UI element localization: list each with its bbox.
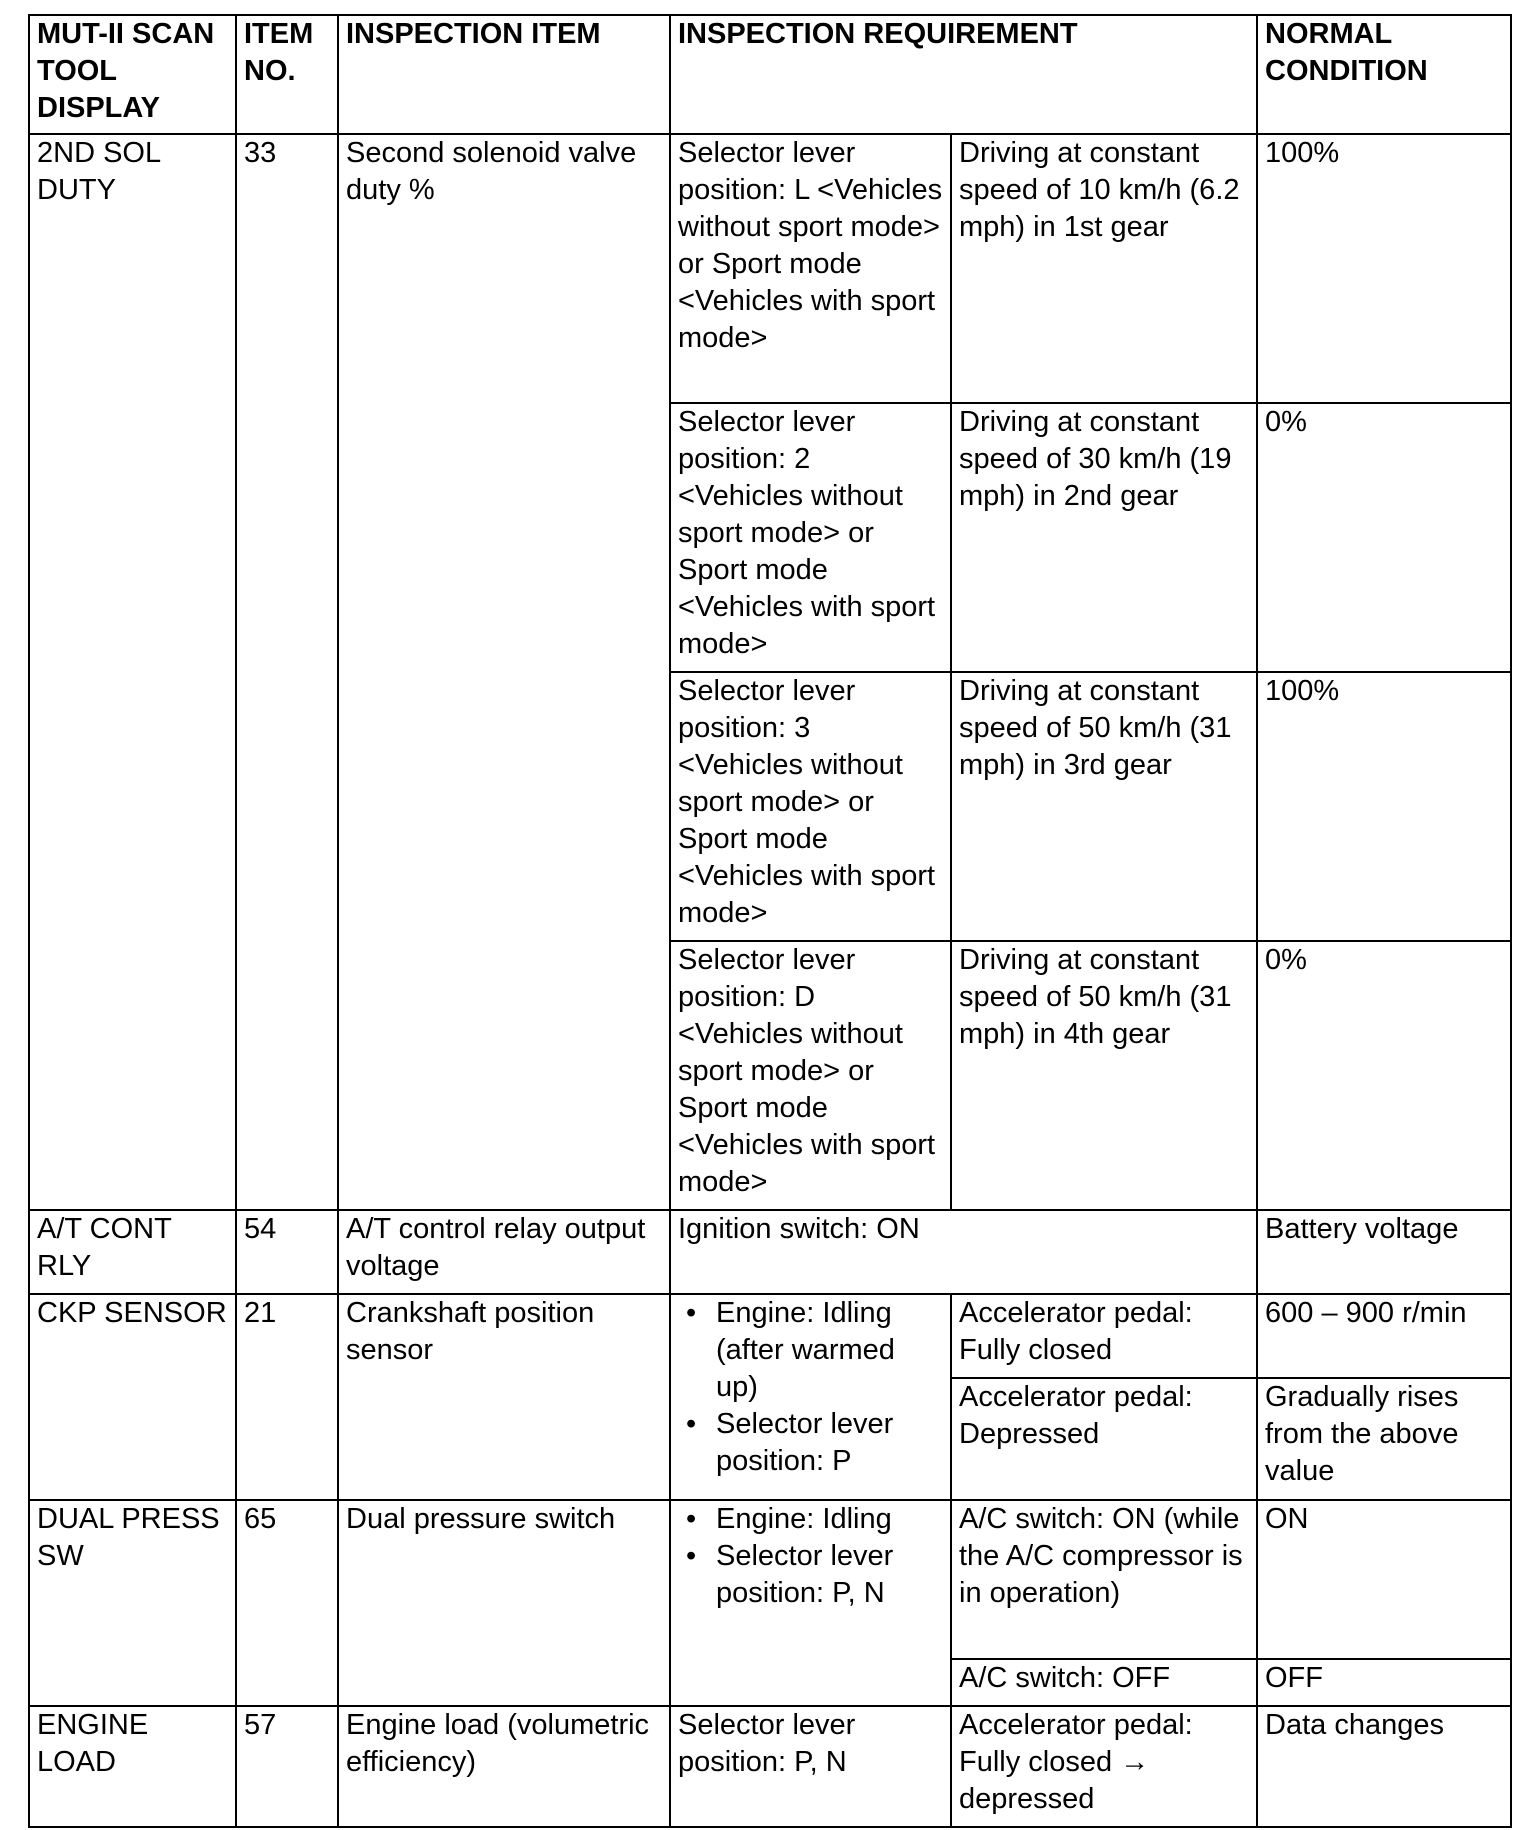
cell-normal: Battery voltage — [1257, 1210, 1511, 1294]
cell-condition: Accelerator pedal: Fully closed — [951, 1294, 1257, 1378]
cell-item-no: 57 — [236, 1706, 338, 1827]
cell-requirement — [670, 1500, 951, 1706]
cell-condition: Driving at constant speed of 50 km/h (31 mph) in 3rd gear — [951, 672, 1257, 941]
table-row — [29, 1210, 1511, 1294]
header-item: INSPECTION ITEM — [338, 15, 670, 134]
list-item: • Selector lever position: P — [716, 1406, 943, 1480]
cell-condition: Accelerator pedal: Fully closed → depressed — [951, 1706, 1257, 1827]
cell-display: ENGINE LOAD — [29, 1706, 236, 1827]
table-row — [29, 1500, 1511, 1659]
list-item: • Engine: Idling — [716, 1501, 943, 1538]
cell-normal: 600 – 900 r/min — [1257, 1294, 1511, 1378]
cell-condition: Driving at constant speed of 50 km/h (31 mph) in 4th gear — [951, 941, 1257, 1210]
cell-display: A/T CONT RLY — [29, 1210, 236, 1294]
cell-normal: Data changes — [1257, 1706, 1511, 1827]
cell-condition: Driving at constant speed of 10 km/h (6.2 mph) in 1st gear — [951, 134, 1257, 403]
cell-item: Engine load (volumetric efficiency) — [338, 1706, 670, 1827]
header-row — [29, 15, 1511, 134]
cell-normal: Gradually rises from the above value — [1257, 1378, 1511, 1500]
cell-requirement — [670, 1294, 951, 1500]
cell-display: CKP SENSOR — [29, 1294, 236, 1500]
cell-requirement: Selector lever position: D <Vehicles without sport mode> or Sport mode <Vehicles with sport mode> — [670, 941, 951, 1210]
table-row — [29, 1294, 1511, 1378]
header-requirement: INSPECTION REQUIREMENT — [670, 15, 1257, 134]
cell-condition: A/C switch: ON (while the A/C compressor is in operation) — [951, 1500, 1257, 1659]
cell-normal: OFF — [1257, 1659, 1511, 1706]
cell-condition: Driving at constant speed of 30 km/h (19 mph) in 2nd gear — [951, 403, 1257, 672]
cell-requirement: Selector lever position: 2 <Vehicles without sport mode> or Sport mode <Vehicles with sport mode> — [670, 403, 951, 672]
cell-normal: 0% — [1257, 403, 1511, 672]
header-display: MUT-II SCAN TOOL DISPLAY — [29, 15, 236, 134]
list-item: • Engine: Idling (after warmed up) — [716, 1295, 943, 1406]
inspection-table — [28, 14, 1512, 1828]
header-normal: NORMAL CONDITION — [1257, 15, 1511, 134]
cell-requirement: Selector lever position: L <Vehicles without sport mode> or Sport mode <Vehicles with sport mode> — [670, 134, 951, 403]
cell-item: Second solenoid valve duty % — [338, 134, 670, 1210]
bullet-list — [678, 1501, 943, 1612]
cell-condition: A/C switch: OFF — [951, 1659, 1257, 1706]
cell-item-no: 33 — [236, 134, 338, 1210]
cell-requirement: Ignition switch: ON — [670, 1210, 1257, 1294]
table-row — [29, 1706, 1511, 1827]
bullet-list — [678, 1295, 943, 1480]
cell-display: 2ND SOL DUTY — [29, 134, 236, 1210]
cell-item-no: 21 — [236, 1294, 338, 1500]
cell-normal: 100% — [1257, 672, 1511, 941]
list-item: • Selector lever position: P, N — [716, 1538, 943, 1612]
header-item-no: ITEM NO. — [236, 15, 338, 134]
cell-item-no: 54 — [236, 1210, 338, 1294]
cell-normal: 100% — [1257, 134, 1511, 403]
cell-requirement: Selector lever position: 3 <Vehicles without sport mode> or Sport mode <Vehicles with sport mode> — [670, 672, 951, 941]
cell-item: A/T control relay output voltage — [338, 1210, 670, 1294]
cell-display: DUAL PRESS SW — [29, 1500, 236, 1706]
cell-normal: 0% — [1257, 941, 1511, 1210]
cell-condition: Accelerator pedal: Depressed — [951, 1378, 1257, 1500]
table-row — [29, 134, 1511, 403]
cell-item: Crankshaft position sensor — [338, 1294, 670, 1500]
cell-item-no: 65 — [236, 1500, 338, 1706]
cell-normal: ON — [1257, 1500, 1511, 1659]
cell-requirement: Selector lever position: P, N — [670, 1706, 951, 1827]
cell-item: Dual pressure switch — [338, 1500, 670, 1706]
